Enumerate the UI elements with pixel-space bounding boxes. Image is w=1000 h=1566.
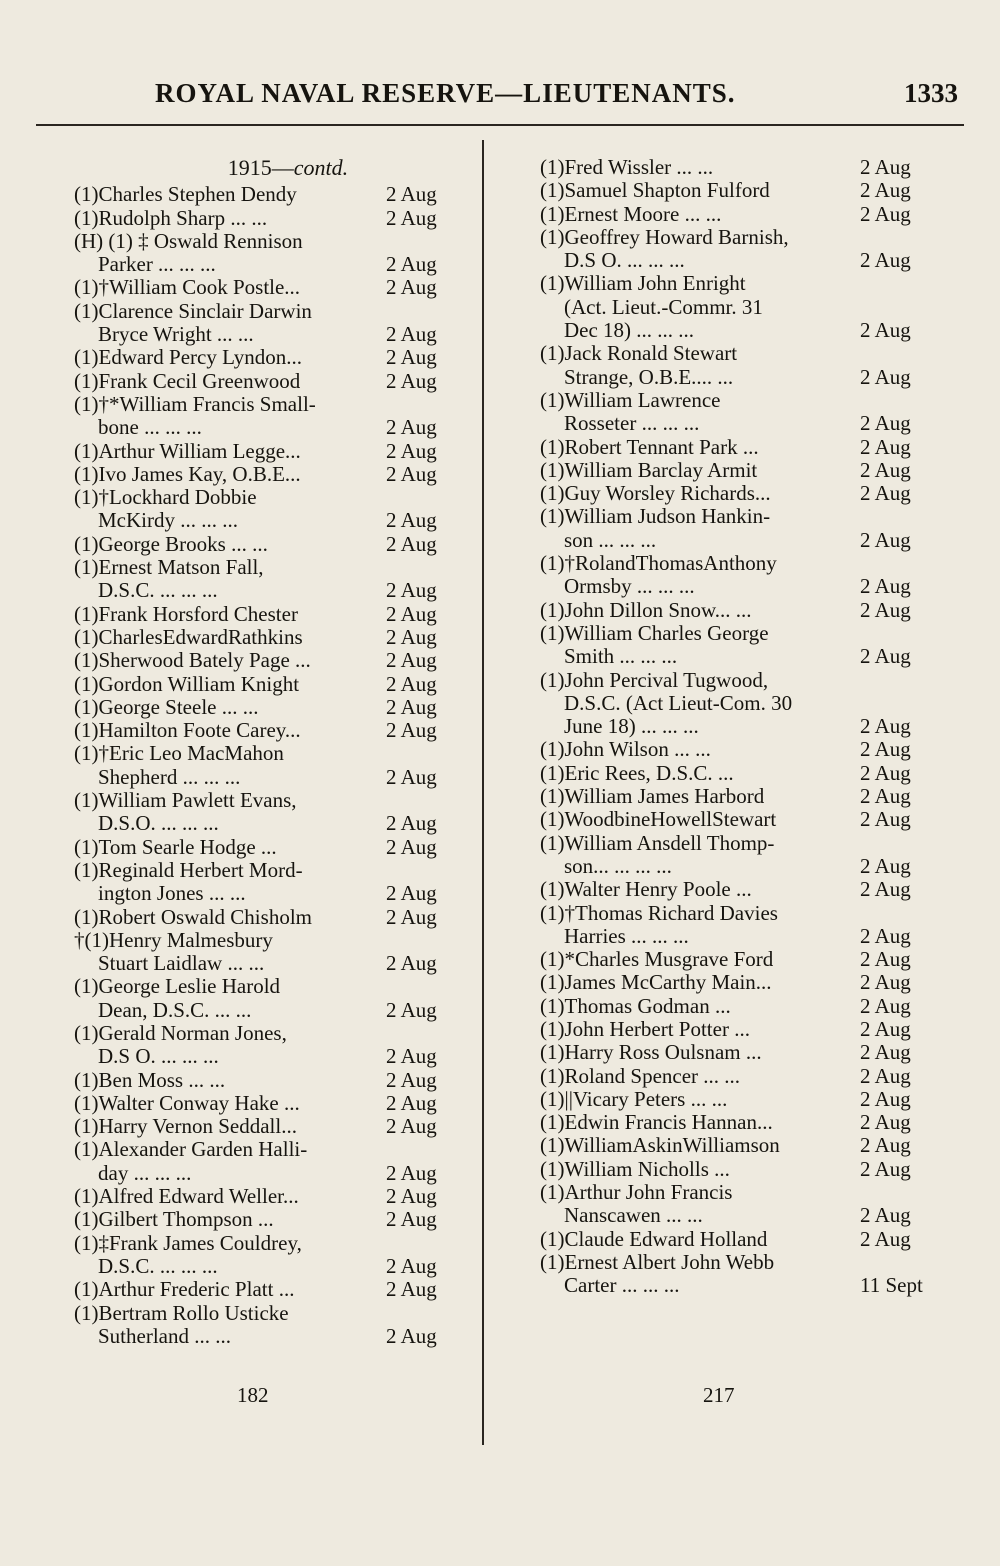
entry-name: (1)William Judson Hankin- xyxy=(540,505,771,529)
entry-date: 2 Aug xyxy=(386,1114,437,1139)
entry-date: 2 Aug xyxy=(386,182,437,207)
entry-name: (1)Frank Horsford Chester xyxy=(74,602,298,626)
entry-name: (1)Alfred Edward Weller... xyxy=(74,1185,299,1209)
entry-date: 2 Aug xyxy=(386,1253,437,1278)
entry-date: 2 Aug xyxy=(386,648,437,673)
entry-date: 2 Aug xyxy=(386,764,437,789)
entry-date: 2 Aug xyxy=(860,714,911,739)
entry-date: 2 Aug xyxy=(860,1226,911,1251)
list-item xyxy=(540,808,940,831)
entry-continuation: Parker ... ... ... xyxy=(98,253,216,277)
entry-date: 2 Aug xyxy=(386,671,437,696)
list-item xyxy=(74,836,472,859)
entry-date: 2 Aug xyxy=(860,527,911,552)
entry-continuation: June 18) ... ... ... xyxy=(564,715,699,739)
list-item xyxy=(540,622,940,669)
entry-continuation: day ... ... ... xyxy=(98,1161,192,1185)
entry-date: 2 Aug xyxy=(860,201,911,226)
list-item xyxy=(74,719,472,742)
entry-name: (1)Eric Rees, D.S.C. ... xyxy=(540,761,734,785)
entry-date: 2 Aug xyxy=(386,275,437,300)
left-column xyxy=(74,156,472,1348)
entry-date: 2 Aug xyxy=(860,923,911,948)
year-subhead xyxy=(74,156,472,179)
list-item xyxy=(540,459,940,482)
entry-date: 2 Aug xyxy=(386,1090,437,1115)
entry-name: (1)‡Frank James Couldrey, xyxy=(74,1231,302,1255)
entry-date: 2 Aug xyxy=(860,574,911,599)
entry-name: (1)Bertram Rollo Usticke xyxy=(74,1301,289,1325)
entry-name: †(1)Henry Malmesbury xyxy=(74,928,273,952)
entry-name: (1)Claude Edward Holland xyxy=(540,1227,768,1251)
entry-date: 2 Aug xyxy=(386,252,437,277)
entry-name: (1)WoodbineHowellStewart xyxy=(540,808,777,832)
entry-date: 2 Aug xyxy=(386,1207,437,1232)
entry-name: (1)Thomas Godman ... xyxy=(540,994,731,1018)
entry-date: 2 Aug xyxy=(386,1323,437,1348)
entry-name: (1)Reginald Herbert Mord- xyxy=(74,858,303,882)
entry-date: 2 Aug xyxy=(386,205,437,230)
subhead-year: 1915— xyxy=(227,155,294,180)
list-item xyxy=(74,1092,472,1115)
entry-name: (1)William Charles George xyxy=(540,621,769,645)
list-item xyxy=(540,552,940,599)
entry-name: (1)John Dillon Snow... ... xyxy=(540,598,752,622)
list-item xyxy=(540,948,940,971)
entry-name: (1)John Wilson ... ... xyxy=(540,738,711,762)
entry-date: 2 Aug xyxy=(386,368,437,393)
entry-date: 2 Aug xyxy=(860,970,911,995)
entry-name: (1)CharlesEdwardRathkins xyxy=(74,625,303,649)
list-item xyxy=(540,785,940,808)
entry-date: 2 Aug xyxy=(386,834,437,859)
list-item xyxy=(74,1138,472,1185)
entry-date: 2 Aug xyxy=(860,597,911,622)
entry-date: 11 Sept xyxy=(860,1273,923,1298)
entry-continuation: Smith ... ... ... xyxy=(564,645,678,669)
list-item xyxy=(74,789,472,836)
entry-continuation: D.S O. ... ... ... xyxy=(98,1045,219,1069)
entry-continuation: Dec 18) ... ... ... xyxy=(564,319,695,343)
entry-name: (1)William John Enright xyxy=(540,272,746,296)
entry-continuation: Rosseter ... ... ... xyxy=(564,412,700,436)
entry-name: (1)George Leslie Harold xyxy=(74,975,281,999)
list-item xyxy=(74,626,472,649)
entry-name: (1)Ernest Matson Fall, xyxy=(74,556,264,580)
entry-name: (H) (1) ‡ Oswald Rennison xyxy=(74,229,303,253)
entry-name: (1)Ben Moss ... ... xyxy=(74,1068,226,1092)
subhead-contd: contd. xyxy=(293,155,349,180)
right-footer-number: 217 xyxy=(703,1383,735,1407)
list-item xyxy=(74,649,472,672)
entry-name: (1)Ernest Albert John Webb xyxy=(540,1250,775,1274)
entry-date: 2 Aug xyxy=(860,1110,911,1135)
entry-name: (1)John Percival Tugwood, xyxy=(540,668,769,692)
entry-continuation: Shepherd ... ... ... xyxy=(98,765,241,789)
entry-name: (1)†*William Francis Small- xyxy=(74,392,316,416)
entry-date: 2 Aug xyxy=(386,508,437,533)
list-item xyxy=(74,346,472,369)
entry-date: 2 Aug xyxy=(386,578,437,603)
entry-name: (1)George Brooks ... ... xyxy=(74,532,268,556)
list-item xyxy=(540,389,940,436)
entry-name: (1)Harry Ross Oulsnam ... xyxy=(540,1041,762,1065)
list-item xyxy=(74,1185,472,1208)
entry-date: 2 Aug xyxy=(860,1016,911,1041)
list-item xyxy=(540,342,940,389)
list-item xyxy=(74,673,472,696)
list-item xyxy=(74,276,472,299)
entry-continuation: D.S O. ... ... ... xyxy=(564,249,685,273)
right-column xyxy=(540,156,940,1298)
entry-continuation: D.S.C. ... ... ... xyxy=(98,1254,218,1278)
entry-continuation: McKirdy ... ... ... xyxy=(98,509,238,533)
list-item xyxy=(74,486,472,533)
entry-date: 2 Aug xyxy=(860,737,911,762)
entry-date: 2 Aug xyxy=(386,1184,437,1209)
entry-continuation: Dean, D.S.C. ... ... xyxy=(98,998,252,1022)
entry-continuation: Ormsby ... ... ... xyxy=(564,575,695,599)
entry-name: (1)William James Harbord xyxy=(540,785,765,809)
entry-date: 2 Aug xyxy=(386,461,437,486)
entry-name: (1)Hamilton Foote Carey... xyxy=(74,719,301,743)
entry-date: 2 Aug xyxy=(860,434,911,459)
list-item xyxy=(74,929,472,976)
list-item xyxy=(74,533,472,556)
entry-name: (1)Geoffrey Howard Barnish, xyxy=(540,225,789,249)
entry-name: (1)Sherwood Bately Page ... xyxy=(74,649,311,673)
entry-date: 2 Aug xyxy=(860,457,911,482)
entry-date: 2 Aug xyxy=(860,364,911,389)
entry-date: 2 Aug xyxy=(860,155,911,179)
entry-name: (1)Gordon William Knight xyxy=(74,672,300,696)
entry-date: 2 Aug xyxy=(860,1156,911,1181)
entry-date: 2 Aug xyxy=(386,345,437,370)
entry-continuation: son... ... ... ... xyxy=(564,854,672,878)
entry-date: 2 Aug xyxy=(386,1067,437,1092)
entry-date: 2 Aug xyxy=(386,415,437,440)
entry-name: (1)Frank Cecil Greenwood xyxy=(74,369,301,393)
list-item xyxy=(540,1111,940,1134)
list-item xyxy=(540,1134,940,1157)
page-header xyxy=(40,78,958,118)
entry-name: (1)Alexander Garden Halli- xyxy=(74,1138,308,1162)
list-item xyxy=(540,482,940,505)
entry-name: (1)Robert Tennant Park ... xyxy=(540,435,759,459)
entry-date: 2 Aug xyxy=(386,997,437,1022)
entry-continuation: D.S.C. (Act Lieut-Com. 30 xyxy=(564,691,793,715)
entry-date: 2 Aug xyxy=(860,411,911,436)
entry-name: (1)Walter Henry Poole ... xyxy=(540,878,752,902)
list-item xyxy=(74,975,472,1022)
list-item xyxy=(540,505,940,552)
page-number: 1333 xyxy=(904,78,958,108)
list-item xyxy=(540,669,940,739)
entry-name: (1)Jack Ronald Stewart xyxy=(540,342,738,366)
entry-continuation: Carter ... ... ... xyxy=(564,1274,680,1298)
entry-name: (1)WilliamAskinWilliamson xyxy=(540,1134,780,1158)
entry-name: (1)Gilbert Thompson ... xyxy=(74,1208,274,1232)
entry-name: (1)†Lockhard Dobbie xyxy=(74,486,257,510)
entry-name: (1)Arthur William Legge... xyxy=(74,439,301,463)
entry-date: 2 Aug xyxy=(860,644,911,669)
list-item xyxy=(540,203,940,226)
entry-date: 2 Aug xyxy=(860,993,911,1018)
list-item xyxy=(74,230,472,277)
entry-date: 2 Aug xyxy=(860,1203,911,1228)
entry-continuation: bone ... ... ... xyxy=(98,416,202,440)
entry-date: 2 Aug xyxy=(386,904,437,929)
entry-date: 2 Aug xyxy=(860,178,911,203)
entry-continuation: Harries ... ... ... xyxy=(564,924,689,948)
list-item xyxy=(540,1018,940,1041)
entry-name: (1)William Pawlett Evans, xyxy=(74,789,297,813)
entry-date: 2 Aug xyxy=(860,481,911,506)
entry-name: (1)Roland Spencer ... ... xyxy=(540,1064,741,1088)
list-item xyxy=(540,1228,940,1251)
entry-date: 2 Aug xyxy=(860,248,911,273)
entry-name: (1)James McCarthy Main... xyxy=(540,971,772,995)
entry-date: 2 Aug xyxy=(860,1063,911,1088)
entry-name: (1)†Thomas Richard Davies xyxy=(540,901,778,925)
list-item xyxy=(74,742,472,789)
entry-name: (1)Guy Worsley Richards... xyxy=(540,482,771,506)
page-title: ROYAL NAVAL RESERVE—LIEUTENANTS. xyxy=(155,78,736,108)
entry-name: (1)†Eric Leo MacMahon xyxy=(74,742,284,766)
entry-date: 2 Aug xyxy=(386,624,437,649)
entry-date: 2 Aug xyxy=(386,322,437,347)
list-item xyxy=(540,226,940,273)
entry-date: 2 Aug xyxy=(386,1277,437,1302)
list-item xyxy=(74,696,472,719)
list-item xyxy=(74,207,472,230)
entry-continuation: Bryce Wright ... ... xyxy=(98,323,254,347)
list-item xyxy=(540,1065,940,1088)
entry-date: 2 Aug xyxy=(386,694,437,719)
entry-name: (1)Arthur Frederic Platt ... xyxy=(74,1278,295,1302)
entry-date: 2 Aug xyxy=(860,784,911,809)
entry-name: (1)William Lawrence xyxy=(540,388,721,412)
list-item xyxy=(74,393,472,440)
entry-name: (1)William Barclay Armit xyxy=(540,458,758,482)
entry-name: (1)Harry Vernon Seddall... xyxy=(74,1115,297,1139)
list-item xyxy=(74,906,472,929)
entry-name: (1)Edwin Francis Hannan... xyxy=(540,1111,773,1135)
entry-continuation: son ... ... ... xyxy=(564,528,657,552)
list-item xyxy=(74,556,472,603)
entry-date: 2 Aug xyxy=(860,1086,911,1111)
entry-name: (1)Charles Stephen Dendy xyxy=(74,183,297,207)
list-item xyxy=(74,859,472,906)
entry-name: (1)Samuel Shapton Fulford xyxy=(540,179,770,203)
entry-name: (1)Arthur John Francis xyxy=(540,1181,733,1205)
entry-name: (1)John Herbert Potter ... xyxy=(540,1017,750,1041)
list-item xyxy=(540,878,940,901)
entry-name: (1)William Ansdell Thomp- xyxy=(540,831,775,855)
list-item xyxy=(540,738,940,761)
entry-continuation: Strange, O.B.E.... ... xyxy=(564,365,734,389)
list-item xyxy=(540,272,940,342)
list-item xyxy=(74,370,472,393)
entry-date: 2 Aug xyxy=(386,531,437,556)
entry-date: 2 Aug xyxy=(860,1040,911,1065)
entry-date: 2 Aug xyxy=(860,760,911,785)
entry-continuation: Stuart Laidlaw ... ... xyxy=(98,952,265,976)
entry-name: (1)||Vicary Peters ... ... xyxy=(540,1087,728,1111)
entry-name: (1)Clarence Sinclair Darwin xyxy=(74,299,312,323)
entry-name: (1)*Charles Musgrave Ford xyxy=(540,948,774,972)
list-item xyxy=(540,599,940,622)
entry-date: 2 Aug xyxy=(386,718,437,743)
list-item xyxy=(74,603,472,626)
entry-date: 2 Aug xyxy=(386,601,437,626)
entry-name: (1)Ivo James Kay, O.B.E... xyxy=(74,462,301,486)
list-item xyxy=(74,1069,472,1092)
list-item xyxy=(74,300,472,347)
list-item xyxy=(74,463,472,486)
list-item xyxy=(540,1088,940,1111)
entry-date: 2 Aug xyxy=(860,1133,911,1158)
list-item xyxy=(540,1041,940,1064)
column-divider xyxy=(482,140,484,1445)
list-item xyxy=(74,183,472,206)
list-item xyxy=(540,1251,940,1298)
entry-name: (1)Tom Searle Hodge ... xyxy=(74,835,277,859)
entry-continuation: D.S.C. ... ... ... xyxy=(98,579,218,603)
list-item xyxy=(540,1158,940,1181)
list-item xyxy=(540,179,940,202)
entry-name: (1)Ernest Moore ... ... xyxy=(540,202,722,226)
list-item xyxy=(540,436,940,459)
header-rule xyxy=(36,124,964,126)
entry-name: (1)Walter Conway Hake ... xyxy=(74,1091,300,1115)
list-item xyxy=(74,440,472,463)
list-item xyxy=(540,762,940,785)
entry-name: (1)William Nicholls ... xyxy=(540,1157,730,1181)
entry-continuation: Nanscawen ... ... xyxy=(564,1204,703,1228)
entry-name: (1)George Steele ... ... xyxy=(74,695,259,719)
entry-name: (1)Fred Wissler ... ... xyxy=(540,156,714,179)
entry-date: 2 Aug xyxy=(386,1160,437,1185)
list-item xyxy=(74,1208,472,1231)
entry-name: (1)†William Cook Postle... xyxy=(74,276,301,300)
left-footer-number: 182 xyxy=(237,1383,269,1407)
entry-name: (1)Rudolph Sharp ... ... xyxy=(74,206,268,230)
entry-name: (1)Robert Oswald Chisholm xyxy=(74,905,312,929)
list-item xyxy=(74,1278,472,1301)
entry-date: 2 Aug xyxy=(860,853,911,878)
entry-continuation: (Act. Lieut.-Commr. 31 xyxy=(564,295,763,319)
entry-continuation: D.S.O. ... ... ... xyxy=(98,812,219,836)
list-item xyxy=(540,902,940,949)
list-item xyxy=(74,1232,472,1279)
entry-date: 2 Aug xyxy=(860,947,911,972)
entry-date: 2 Aug xyxy=(386,438,437,463)
list-item xyxy=(540,971,940,994)
entry-date: 2 Aug xyxy=(386,1044,437,1069)
entry-date: 2 Aug xyxy=(860,807,911,832)
entry-date: 2 Aug xyxy=(860,877,911,902)
list-item xyxy=(540,995,940,1018)
list-item xyxy=(74,1115,472,1138)
list-item xyxy=(74,1302,472,1349)
entry-name: (1)Edward Percy Lyndon... xyxy=(74,346,303,370)
list-item xyxy=(540,832,940,879)
entry-date: 2 Aug xyxy=(860,318,911,343)
entry-name: (1)Gerald Norman Jones, xyxy=(74,1021,287,1045)
list-item xyxy=(74,1022,472,1069)
list-item xyxy=(540,1181,940,1228)
entry-continuation: ington Jones ... ... xyxy=(98,882,246,906)
entry-name: (1)†RolandThomasAnthony xyxy=(540,552,777,576)
entry-date: 2 Aug xyxy=(386,881,437,906)
entry-date: 2 Aug xyxy=(386,951,437,976)
entry-date: 2 Aug xyxy=(386,811,437,836)
entry-continuation: Sutherland ... ... xyxy=(98,1324,231,1348)
list-item xyxy=(540,156,940,179)
